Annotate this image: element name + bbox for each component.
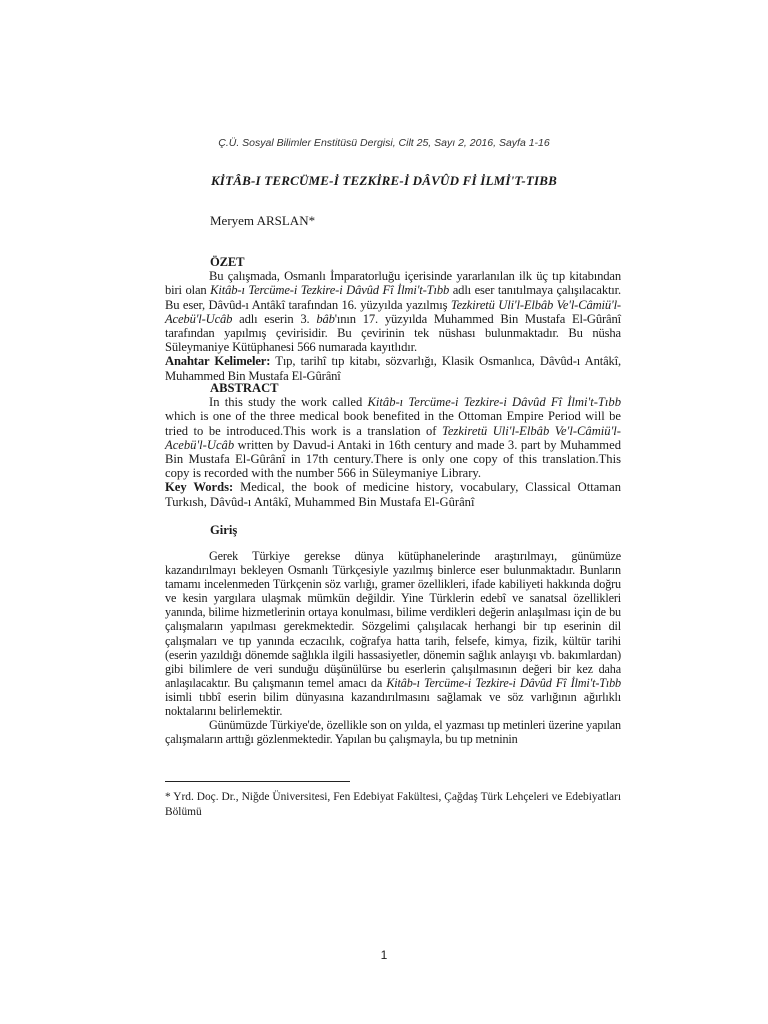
abstract-keywords-label: Key Words: (165, 480, 234, 495)
ozet-keywords (165, 354, 621, 382)
abstract-source-title: Tezkiretü Uli'l-Elbâb Ve'l-Câmiü'l-Acebü'l-Ucâb (165, 423, 621, 452)
abstract-text-a: In this study the work called (209, 395, 368, 410)
abstract-keywords-text: Medical, the book of medicine history, vocabulary, Classical Ottaman Turkısh, Dâvûd-ı Antâkî, Muhammed Bin Mustafa El-Gûrânî (165, 480, 621, 509)
page-number: 1 (380, 948, 388, 962)
giris-text-1: Gerek Türkiye gerekse dünya kütüphanelerinde araştırılmayı, günümüze kazandırılmayı bekleyen Osmanlı Türkçesiyle yazılmış binlerce eser bulunmaktadır. Bunların tamamı incelenmeden Türkçenin söz varlığı, gramer özellikleri, ifade kabiliyeti hakkında doğru ve kesin yargılara ulaşmak mümkün değildir. Yine Türklerin edebî ve sanatsal özellikleri yanında, bilime hizmetlerinin ortaya konulması, bilime verdikleri değerin anlaşılması için de bu çalışmaların yapılması gerekmektedir. Sözgelimi çalışılacak herhangi bir tıp eserinin dil çalışmaları ve tıp yanında eczacılık, coğrafya hatta tarih, felsefe, kimya, fizik, kültür tarihi (eserin yazıldığı dönemde sağlıkla ilgili hassasiyetler, dönemin sağlık anlayışı vb. bakımlardan) gibi bilimlere de veri sunduğu düşünülürse bu eserlerin çalışılmasının değeri bir kez daha anlaşılacaktır. Bu çalışmanın temel amacı da (165, 549, 621, 690)
ozet-text-a: Bu çalışmada, Osmanlı İmparatorluğu içerisinde yararlanılan ilk üç tıp kitabından biri olan (165, 269, 621, 298)
abstract-keywords (165, 480, 621, 508)
ozet-section (165, 255, 621, 383)
giris-heading: Giriş (210, 523, 238, 537)
abstract-text-b: which is one of the three medical book benefited in the Ottoman Empire Period will be tried to be introduced.This work is a translation of (165, 409, 621, 438)
ozet-keywords-label: Anahtar Kelimeler: (165, 354, 271, 369)
author-name: Meryem ARSLAN* (210, 213, 316, 228)
journal-header: Ç.Ü. Sosyal Bilimler Enstitüsü Dergisi, Cilt 25, Sayı 2, 2016, Sayfa 1-16 (218, 137, 550, 149)
ozet-work-title: Kitâb-ı Tercüme-i Tezkire-i Dâvûd Fî İlmi't-Tıbb (210, 283, 450, 298)
abstract-heading: ABSTRACT (210, 381, 279, 395)
ozet-bab: bâb (316, 311, 335, 326)
abstract-work-title: Kitâb-ı Tercüme-i Tezkire-i Dâvûd Fî İlmi't-Tıbb (367, 395, 621, 410)
giris-paragraph-2: Günümüzde Türkiye'de, özellikle son on yılda, el yazması tıp metinleri üzerine yapılan çalışmaların arttığı gözlenmektedir. Yapılan bu çalışmayla, bu tıp metninin (165, 718, 621, 747)
giris-text-1-end: isimli tıbbî eserin bilim dünyasına kazandırılmasını sağlamak ve söz varlığının ağırlıklı noktalarını belirlemektir. (165, 689, 621, 719)
ozet-text-c: adlı eserin 3. (232, 311, 317, 326)
giris-paragraph-1 (165, 549, 621, 718)
abstract-text-c: written by Davud-i Antaki in 16th century and made 3. part by Muhammed Bin Mustafa El-Gûrânî in 17th century.There is only one copy of this translation.This copy is recorded with the number 566 in Süleymaniye Library. (165, 437, 621, 481)
ozet-source-title: Tezkiretü Uli'l-Elbâb Ve'l-Câmiü'l-Acebü'l-Ucâb (165, 297, 621, 326)
ozet-text-d: 'ının 17. yüzyılda Muhammed Bin Mustafa El-Gûrânî tarafından yapılmış çevirisidir. Bu çevirinin tek nüshası bulunmaktadır. Bu nüsha Süleymaniye Kütüphanesi 566 numarada kayıtlıdır. (165, 311, 621, 355)
ozet-text-b: adlı eser tanıtılmaya çalışılacaktır. Bu eser, Dâvûd-ı Antâkî tarafından 16. yüzyılda yazılmış (165, 283, 622, 312)
footnote: * Yrd. Doç. Dr., Niğde Üniversitesi, Fen Edebiyat Fakültesi, Çağdaş Türk Lehçeleri ve Edebiyatları Bölümü (165, 791, 621, 818)
abstract-paragraph (165, 395, 621, 480)
footnote-divider (165, 781, 350, 782)
giris-section (165, 549, 621, 746)
ozet-keywords-text: Tıp, tarihî tıp kitabı, sözvarlığı, Klasik Osmanlıca, Dâvûd-ı Antâkî, Muhammed Bin Mustafa El-Gûrânî (165, 354, 622, 383)
ozet-paragraph (165, 269, 621, 354)
ozet-heading: ÖZET (210, 255, 245, 269)
paper-title: KİTÂB-I TERCÜME-İ TEZKİRE-İ DÂVÛD Fİ İLMİ'T-TIBB (210, 173, 558, 188)
abstract-section (165, 381, 621, 509)
giris-work-title: Kitâb-ı Tercüme-i Tezkire-i Dâvûd Fî İlmi't-Tıbb (386, 675, 621, 690)
